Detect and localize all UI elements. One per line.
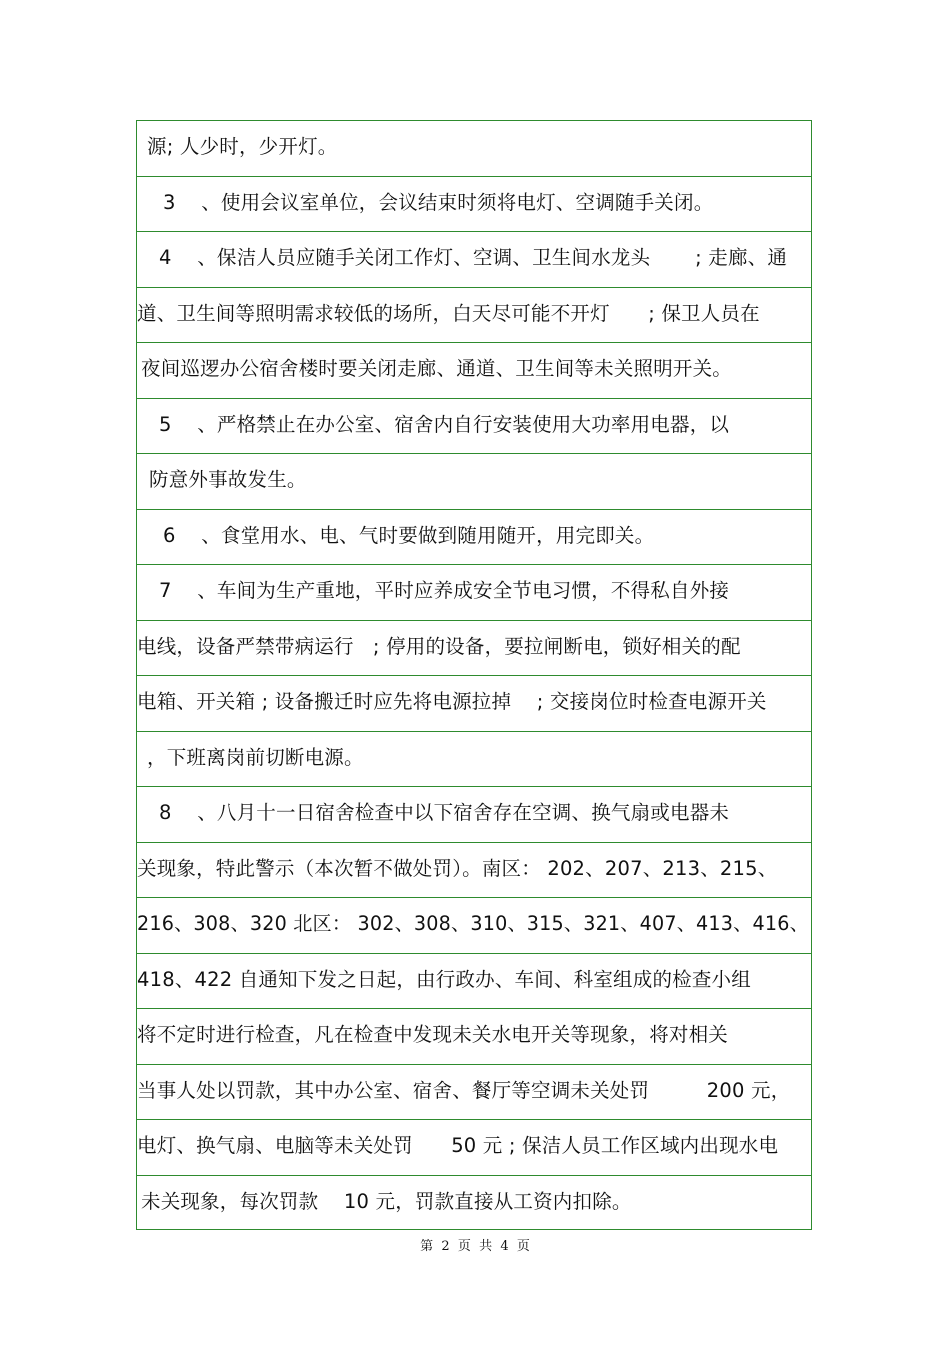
- text-row: [137, 954, 811, 1010]
- row-text: 5 、严格禁止在办公室、宿舍内自行安装使用大功率用电器，以: [159, 412, 730, 436]
- text-row: [137, 787, 811, 843]
- row-text: 将不定时进行检查，凡在检查中发现未关水电开关等现象，将对相关: [137, 1023, 729, 1046]
- row-text: 电线，设备严禁带病运行 ; 停用的设备，要拉闸断电，锁好相关的配: [137, 634, 741, 658]
- row-text: 418、422 自通知下发之日起，由行政办、车间、科室组成的检查小组: [137, 967, 751, 991]
- text-row: [137, 1120, 811, 1176]
- row-text: 3 、使用会议室单位，会议结束时须将电灯、空调随手关闭。: [163, 190, 714, 214]
- text-row: [137, 676, 811, 732]
- text-row: [137, 843, 811, 899]
- row-text: 8 、八月十一日宿舍检查中以下宿舍存在空调、换气扇或电器未: [159, 801, 730, 824]
- row-text: 防意外事故发生。: [149, 468, 307, 491]
- document-table: [136, 120, 812, 1230]
- row-text: ，下班离岗前切断电源。: [147, 745, 364, 769]
- text-row: [137, 510, 811, 566]
- text-row: [137, 454, 811, 510]
- row-text: 6 、食堂用水、电、气时要做到随用随开，用完即关。: [163, 523, 655, 547]
- text-row: [137, 898, 811, 954]
- text-row: [137, 399, 811, 455]
- text-row: [137, 565, 811, 621]
- text-row: [137, 1176, 811, 1232]
- text-row: [137, 732, 811, 788]
- page-number-footer: 第 2 页 共 4 页: [420, 1239, 530, 1254]
- row-text: 道、卫生间等照明需求较低的场所，白天尽可能不开灯 ; 保卫人员在: [137, 301, 760, 325]
- row-text: 未关现象，每次罚款 10 元，罚款直接从工资内扣除。: [141, 1189, 632, 1213]
- text-row: [137, 343, 811, 399]
- row-text: 关现象，特此警示（本次暂不做处罚）。南区： 202、207、213、215、: [137, 856, 778, 880]
- row-text: 电灯、换气扇、电脑等未关处罚 50 元 ; 保洁人员工作区域内出现水电: [137, 1134, 779, 1157]
- row-text: 源; 人少时，少开灯。: [147, 135, 338, 158]
- text-row: [137, 232, 811, 288]
- row-text: 216、308、320 北区： 302、308、310、315、321、407、413、416、: [137, 912, 809, 935]
- text-row: [137, 621, 811, 677]
- text-row: [137, 177, 811, 233]
- text-row: [137, 288, 811, 344]
- row-text: 当事人处以罚款，其中办公室、宿舍、餐厅等空调未关处罚 200 元，: [137, 1078, 791, 1102]
- row-text: 夜间巡逻办公宿舍楼时要关闭走廊、通道、卫生间等未关照明开关。: [141, 357, 733, 380]
- text-row: [137, 1065, 811, 1121]
- text-row: [137, 121, 811, 177]
- row-text: 7 、车间为生产重地，平时应养成安全节电习惯，不得私自外接: [159, 579, 730, 602]
- text-row: [137, 1009, 811, 1065]
- row-text: 电箱、开关箱 ; 设备搬迁时应先将电源拉掉 ; 交接岗位时检查电源开关: [137, 690, 767, 713]
- row-text: 4 、保洁人员应随手关闭工作灯、空调、卫生间水龙头 ; 走廊、通: [159, 246, 788, 269]
